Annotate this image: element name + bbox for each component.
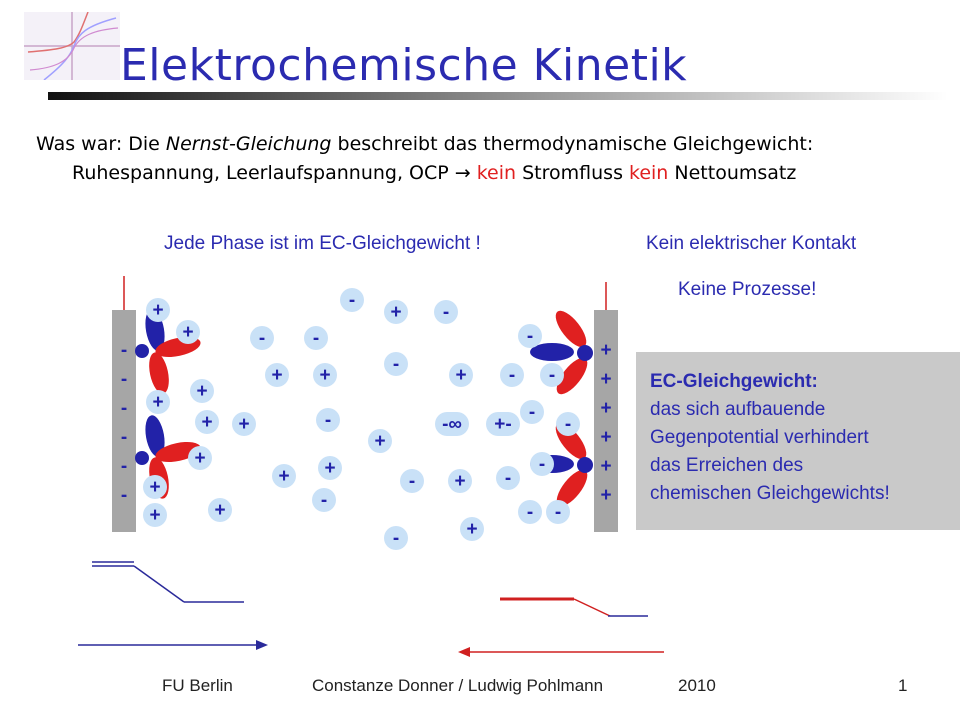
electrode-charge: -	[120, 340, 128, 361]
left-arrow-icon	[458, 647, 664, 657]
infobox-line-3: das Erreichen des	[650, 455, 804, 476]
left-potential-profile	[92, 562, 244, 602]
intro-ocp-text: Ruhespannung, Leerlaufspannung, OCP	[72, 162, 455, 184]
cation-ion: +	[265, 363, 289, 387]
anion-ion: -	[518, 500, 542, 524]
intro-suffix: beschreibt das thermodynamische Gleichgewicht:	[331, 133, 814, 155]
cation-ion: +	[448, 469, 472, 493]
electrode-charge: +	[600, 456, 612, 477]
anion-ion: -	[520, 400, 544, 424]
cation-ion: +	[143, 503, 167, 527]
infobox-line-2: Gegenpotential verhindert	[650, 427, 869, 448]
cation-ion: +-	[486, 412, 520, 436]
infobox-heading: EC-Gleichgewicht:	[650, 371, 818, 392]
anion-ion: -	[312, 488, 336, 512]
electrode-charge: +	[600, 398, 612, 419]
no-processes-label: Keine Prozesse!	[678, 279, 817, 300]
anion-ion: -	[304, 326, 328, 350]
anion-ion: -	[434, 300, 458, 324]
cation-ion: +	[146, 298, 170, 322]
electrode-charge: -	[120, 369, 128, 390]
cation-ion: +	[146, 390, 170, 414]
infobox-line-4: chemischen Gleichgewichts!	[650, 483, 890, 504]
anion-ion: -	[540, 363, 564, 387]
anion-ion: -	[556, 412, 580, 436]
cation-ion: +	[188, 446, 212, 470]
anion-ion: -	[496, 466, 520, 490]
equilibrium-label: Jede Phase ist im EC-Gleichgewicht !	[164, 233, 481, 254]
cation-ion: +	[460, 517, 484, 541]
cation-ion: +	[176, 320, 200, 344]
cation-ion: +	[232, 412, 256, 436]
anion-ion: -	[384, 352, 408, 376]
footer-institution: FU Berlin	[162, 676, 233, 695]
electrode-charge: +	[600, 340, 612, 361]
anion-ion: -	[500, 363, 524, 387]
cation-ion: +	[208, 498, 232, 522]
cation-ion: +	[195, 410, 219, 434]
anion-ion: -	[518, 324, 542, 348]
cation-ion: +	[318, 456, 342, 480]
cation-ion: +	[313, 363, 337, 387]
right-arrow-icon: →	[454, 162, 471, 184]
kein-highlight-2: kein	[629, 162, 669, 184]
ec-equilibrium-box	[636, 352, 960, 530]
anion-ion: -	[400, 469, 424, 493]
anion-ion: -	[340, 288, 364, 312]
kein-highlight-1: kein	[476, 162, 517, 184]
cation-ion: +	[190, 379, 214, 403]
intro-prefix: Was war: Die	[36, 133, 166, 155]
anion-ion: -	[530, 452, 554, 476]
footer-authors: Constanze Donner / Ludwig Pohlmann	[312, 676, 604, 695]
slide-title: Elektrochemische Kinetik	[120, 40, 688, 91]
footer-page-number: 1	[898, 676, 908, 695]
electrode-charge: +	[600, 427, 612, 448]
electrode-charge: +	[600, 369, 612, 390]
nernst-equation-term: Nernst-Gleichung	[165, 133, 332, 155]
footer-year: 2010	[678, 676, 716, 695]
anion-ion: -∞	[435, 412, 469, 436]
infobox-line-1: das sich aufbauende	[650, 399, 826, 420]
electrode-charge: -	[120, 456, 128, 477]
cation-ion: +	[143, 475, 167, 499]
right-potential-profile	[500, 599, 648, 616]
anion-ion: -	[546, 500, 570, 524]
right-arrow-icon	[78, 640, 268, 650]
no-contact-label: Kein elektrischer Kontakt	[646, 233, 857, 254]
right-dipole-upper	[530, 306, 593, 399]
electrode-charge: +	[600, 485, 612, 506]
cation-ion: +	[449, 363, 473, 387]
electrode-charge: -	[120, 427, 128, 448]
electrode-charge: -	[120, 398, 128, 419]
anion-ion: -	[384, 526, 408, 550]
anion-ion: -	[250, 326, 274, 350]
cation-ion: +	[272, 464, 296, 488]
cation-ion: +	[384, 300, 408, 324]
cation-ion: +	[368, 429, 392, 453]
intro-stromfluss: Stromfluss	[516, 162, 630, 184]
electrode-charge: -	[120, 485, 128, 506]
intro-nettoumsatz: Nettoumsatz	[668, 162, 797, 184]
anion-ion: -	[316, 408, 340, 432]
